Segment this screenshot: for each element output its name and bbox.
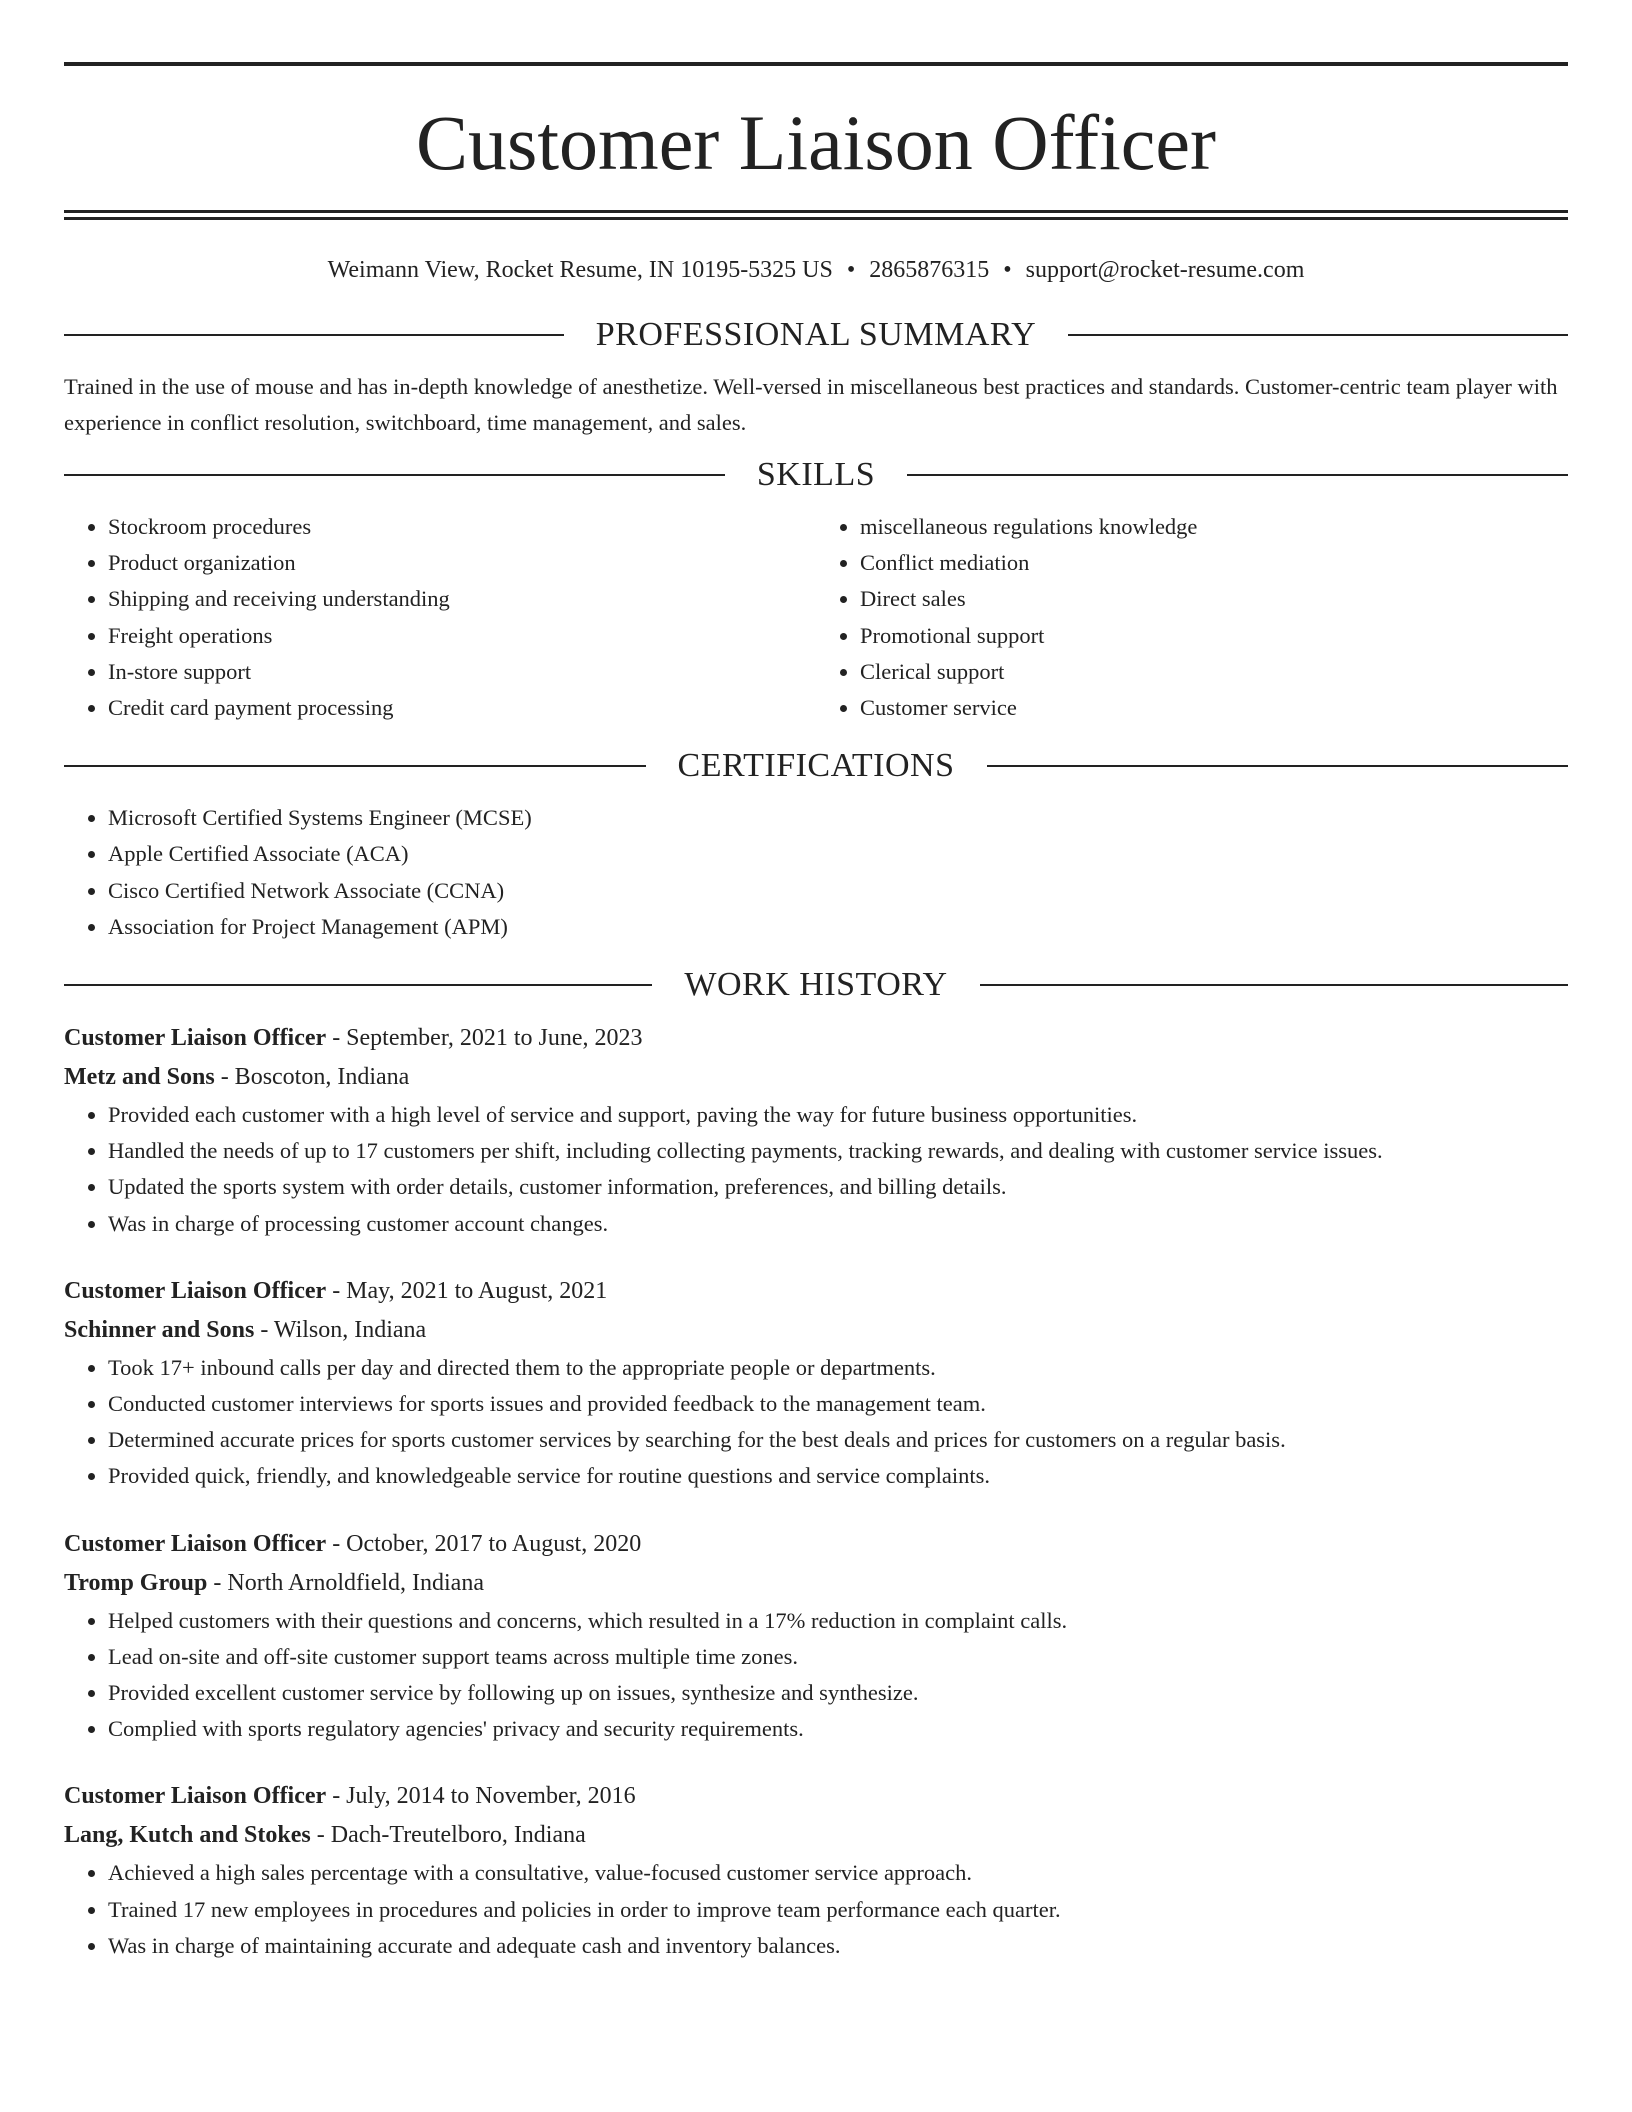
job-bullet: • Updated the sports system with order details, customer information, preferences, and billing details.: [108, 1169, 1568, 1205]
job-location: - Boscoton, Indiana: [214, 1064, 410, 1091]
job-bullet: • Provided excellent customer service by following up on issues, synthesize and synthesize.: [108, 1675, 1568, 1711]
resume-page: [64, 62, 1568, 1964]
job-entry: [64, 1019, 1568, 1242]
work-history-heading: [64, 965, 1568, 1005]
skill-item: • Customer service: [860, 690, 1568, 726]
certifications-heading-text: CERTIFICATIONS: [677, 747, 955, 785]
resume-title: Customer Liaison Officer: [415, 99, 1217, 186]
skill-item: • Direct sales: [860, 581, 1568, 617]
skill-item: • In-store support: [108, 654, 816, 690]
job-company-line: [64, 1564, 1568, 1603]
job-bullet: • Complied with sports regulatory agencies' privacy and security requirements.: [108, 1711, 1568, 1747]
skills-heading: [64, 455, 1568, 495]
skill-item: • Shipping and receiving understanding: [108, 581, 816, 617]
heading-rule-right: [987, 765, 1569, 767]
heading-rule-left: [64, 334, 564, 336]
title-double-rule: [64, 210, 1568, 220]
certifications-list: [64, 800, 1568, 945]
job-bullet: • Trained 17 new employees in procedures and policies in order to improve team performance each quarter.: [108, 1892, 1568, 1928]
skill-item: • Promotional support: [860, 618, 1568, 654]
job-bullet: • Handled the needs of up to 17 customers per shift, including collecting payments, tracking rewards, and dealing with customer service issues.: [108, 1133, 1568, 1169]
job-company-line: [64, 1311, 1568, 1350]
contact-email: support@rocket-resume.com: [1025, 257, 1305, 283]
job-company: Lang, Kutch and Stokes: [64, 1822, 311, 1849]
certification-item: • Cisco Certified Network Associate (CCNA): [108, 873, 1568, 909]
job-dates: - July, 2014 to November, 2016: [326, 1783, 636, 1810]
summary-heading-text: PROFESSIONAL SUMMARY: [595, 316, 1037, 353]
job-bullet: • Lead on-site and off-site customer support teams across multiple time zones.: [108, 1639, 1568, 1675]
job-bullet: • Helped customers with their questions and concerns, which resulted in a 17% reduction in complaint calls.: [108, 1603, 1568, 1639]
heading-rule-left: [64, 474, 725, 476]
skill-item: • Stockroom procedures: [108, 509, 816, 545]
contact-phone: 2865876315: [869, 257, 990, 283]
job-location: - Wilson, Indiana: [254, 1316, 427, 1343]
job-company: Metz and Sons: [64, 1064, 215, 1091]
skill-item: • Freight operations: [108, 618, 816, 654]
skill-item: • Credit card payment processing: [108, 690, 816, 726]
job-bullet: • Provided each customer with a high level of service and support, paving the way for future business opportunities.: [108, 1097, 1568, 1133]
job-title-line: [64, 1272, 1568, 1311]
skills-column-left: [64, 509, 816, 726]
job-bullets: [64, 1855, 1568, 1964]
job-location: - Dach-Treutelboro, Indiana: [310, 1822, 586, 1849]
job-dates: - October, 2017 to August, 2020: [326, 1530, 642, 1557]
job-bullets: [64, 1603, 1568, 1748]
job-title: Customer Liaison Officer: [64, 1783, 327, 1810]
job-entry: [64, 1777, 1568, 1964]
job-bullet: • Was in charge of maintaining accurate and adequate cash and inventory balances.: [108, 1928, 1568, 1964]
heading-rule-left: [64, 984, 652, 986]
job-dates: - September, 2021 to June, 2023: [326, 1025, 643, 1052]
summary-heading: [64, 315, 1568, 355]
job-company-line: [64, 1816, 1568, 1855]
job-title-line: [64, 1525, 1568, 1564]
job-bullets: [64, 1350, 1568, 1495]
contact-line: [64, 255, 1568, 285]
heading-rule-right: [1068, 334, 1568, 336]
job-bullet: • Achieved a high sales percentage with a consultative, value-focused customer service approach.: [108, 1855, 1568, 1891]
skill-item: • Conflict mediation: [860, 545, 1568, 581]
certification-item: • Apple Certified Associate (ACA): [108, 836, 1568, 872]
job-entry: [64, 1525, 1568, 1748]
skill-item: • Clerical support: [860, 654, 1568, 690]
job-company-line: [64, 1058, 1568, 1097]
summary-text: Trained in the use of mouse and has in-depth knowledge of anesthetize. Well-versed in miscellaneous best practices and standards. Customer-centric team player with experience in conflict resolution, switchboard, time management, and sales.: [64, 374, 1558, 435]
work-history-heading-text: WORK HISTORY: [684, 966, 948, 1004]
skills-column-right: [816, 509, 1568, 726]
job-title-line: [64, 1777, 1568, 1816]
job-title: Customer Liaison Officer: [64, 1530, 327, 1557]
heading-rule-right: [980, 984, 1568, 986]
job-title: Customer Liaison Officer: [64, 1025, 327, 1052]
job-title: Customer Liaison Officer: [64, 1277, 327, 1304]
skill-item: • Product organization: [108, 545, 816, 581]
certifications-heading: [64, 746, 1568, 786]
job-company: Tromp Group: [64, 1569, 208, 1596]
heading-rule-right: [907, 474, 1568, 476]
job-bullet: • Took 17+ inbound calls per day and directed them to the appropriate people or departments.: [108, 1350, 1568, 1386]
job-bullet: • Was in charge of processing customer account changes.: [108, 1206, 1568, 1242]
contact-separator: •: [846, 257, 856, 283]
skill-item: • miscellaneous regulations knowledge: [860, 509, 1568, 545]
job-bullet: • Conducted customer interviews for sports issues and provided feedback to the management team.: [108, 1386, 1568, 1422]
contact-address: Weimann View, Rocket Resume, IN 10195-5325 US: [327, 257, 833, 283]
job-company: Schinner and Sons: [64, 1316, 255, 1343]
skills-heading-text: SKILLS: [756, 456, 876, 493]
contact-separator: •: [1003, 257, 1012, 283]
certification-item: • Association for Project Management (APM): [108, 909, 1568, 945]
job-dates: - May, 2021 to August, 2021: [326, 1277, 608, 1304]
job-bullets: [64, 1097, 1568, 1242]
job-location: - North Arnoldfield, Indiana: [207, 1569, 484, 1596]
heading-rule-left: [64, 765, 646, 767]
certification-item: • Microsoft Certified Systems Engineer (MCSE): [108, 800, 1568, 836]
job-bullet: • Determined accurate prices for sports customer services by searching for the best deals and prices for customers on a regular basis.: [108, 1422, 1568, 1458]
skills-list: [64, 509, 1568, 726]
job-bullet: • Provided quick, friendly, and knowledgeable service for routine questions and service complaints.: [108, 1458, 1568, 1494]
job-title-line: [64, 1019, 1568, 1058]
job-entry: [64, 1272, 1568, 1495]
